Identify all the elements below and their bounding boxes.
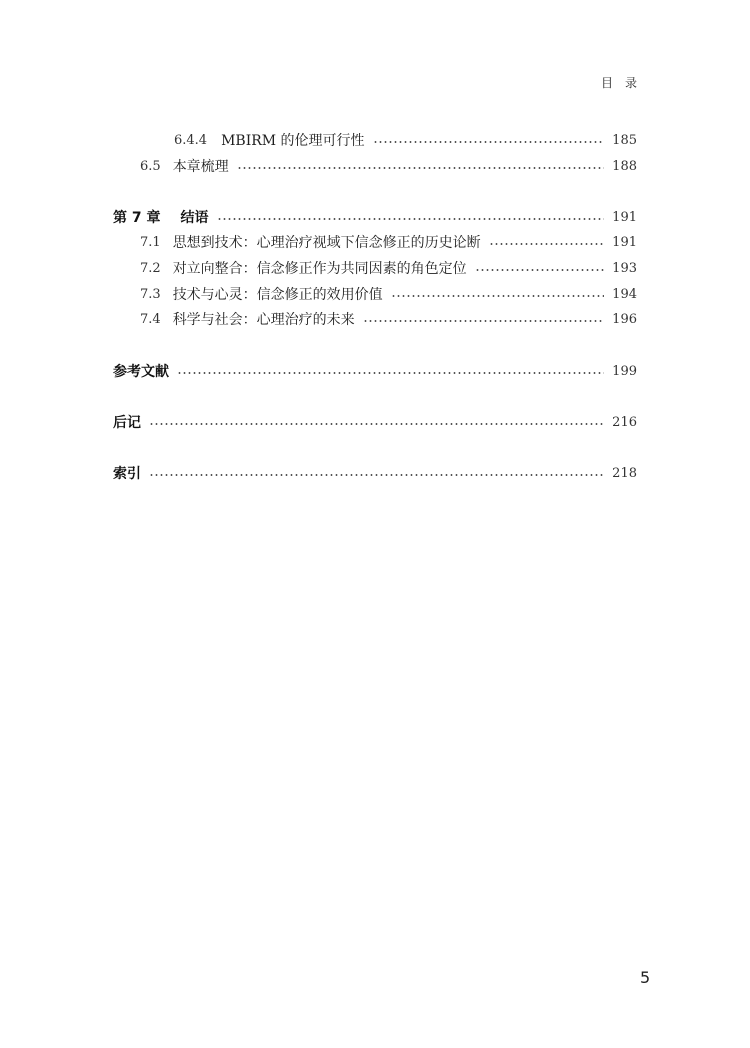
toc-entry-references[interactable] [113,361,637,383]
toc-entry-number: 7.2 [140,261,161,276]
toc-entry-title: 后记 [113,415,141,431]
toc-entry-number: 7.3 [140,287,161,302]
table-of-contents [113,0,637,1048]
toc-entry-index[interactable] [113,463,637,485]
toc-entry-number: 6.4.4 [174,133,208,148]
toc-entry-title: 索引 [113,466,141,482]
dot-leader [217,218,605,220]
dot-leader [489,243,604,245]
toc-entry-page: 188 [612,159,637,174]
toc-entry-6-4-4[interactable] [113,130,637,152]
toc-entry-title: 科学与社会：心理治疗的未来 [172,312,355,328]
toc-entry-chapter-7[interactable] [113,207,637,229]
toc-entry-page: 191 [612,210,637,225]
dot-leader [237,167,604,169]
dot-leader [363,320,604,322]
toc-entry-number: 6.5 [140,159,161,174]
toc-entry-7-3[interactable] [113,284,637,306]
toc-entry-page: 196 [612,312,637,327]
toc-entry-page: 185 [612,133,637,148]
toc-entry-afterword[interactable] [113,412,637,434]
toc-entry-title: MBIRM 的伦理可行性 [221,133,365,149]
toc-chapter-number: 第 7 章 [113,210,161,226]
dot-leader [149,474,604,476]
toc-entry-number: 7.1 [140,235,161,250]
toc-entry-7-2[interactable] [113,258,637,280]
dot-leader [475,269,604,271]
dot-leader [391,295,604,297]
toc-entry-page: 191 [612,235,637,250]
toc-entry-title: 技术与心灵：信念修正的效用价值 [172,287,383,303]
toc-entry-title: 本章梳理 [172,159,229,175]
toc-entry-page: 194 [612,287,637,302]
toc-entry-page: 193 [612,261,637,276]
page-number: 5 [640,968,651,987]
toc-entry-page: 218 [612,466,637,481]
toc-entry-page: 216 [612,415,637,430]
dot-leader [373,141,605,143]
toc-entry-title: 结语 [180,210,209,226]
toc-entry-6-5[interactable] [113,156,637,178]
dot-leader [149,423,604,425]
toc-entry-7-4[interactable] [113,309,637,331]
toc-entry-7-1[interactable] [113,232,637,254]
running-header: 目录 [600,76,649,90]
toc-entry-title: 思想到技术：心理治疗视域下信念修正的历史论断 [172,235,481,251]
dot-leader [177,372,604,374]
toc-entry-number: 7.4 [140,312,161,327]
toc-entry-title: 参考文献 [113,364,169,380]
toc-entry-title: 对立向整合：信念修正作为共同因素的角色定位 [172,261,467,277]
toc-entry-page: 199 [612,364,637,379]
